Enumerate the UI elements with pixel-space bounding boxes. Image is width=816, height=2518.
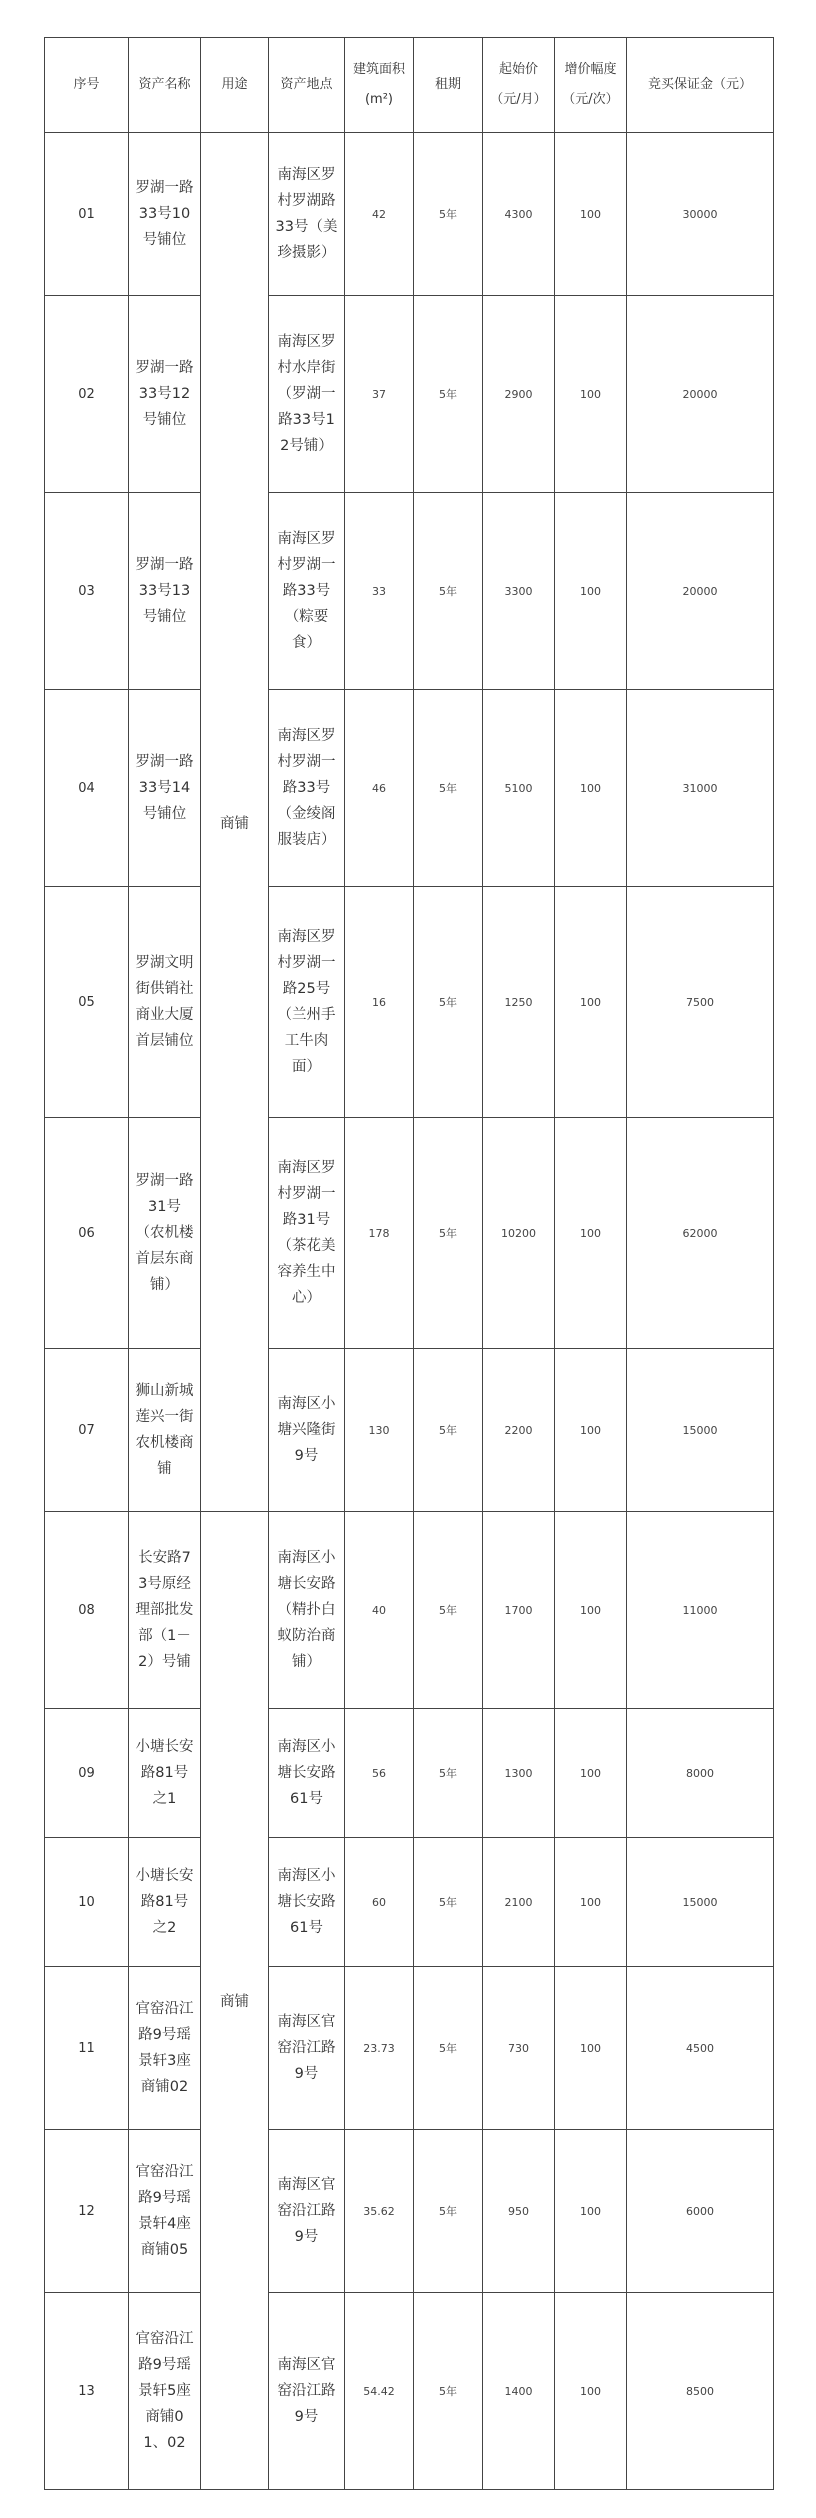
- asset-name: 小塘长安路81号之2: [129, 1838, 201, 1967]
- row-seq: 09: [45, 1709, 129, 1838]
- table-row: [45, 1118, 774, 1349]
- starting-price: 2200: [483, 1349, 555, 1512]
- table-row: [45, 2293, 774, 2490]
- lease-term: 5年: [414, 1709, 483, 1838]
- row-seq: 01: [45, 133, 129, 296]
- asset-area: 16: [345, 887, 414, 1118]
- table-row: [45, 493, 774, 690]
- bid-deposit: 11000: [627, 1512, 774, 1709]
- asset-address: 南海区小塘兴隆街9号: [269, 1349, 345, 1512]
- bid-deposit: 15000: [627, 1838, 774, 1967]
- table-row: [45, 2130, 774, 2293]
- asset-address: 南海区小塘长安路61号: [269, 1838, 345, 1967]
- asset-area: 42: [345, 133, 414, 296]
- header-step: 增价幅度（元/次）: [555, 38, 627, 133]
- asset-area: 60: [345, 1838, 414, 1967]
- starting-price: 10200: [483, 1118, 555, 1349]
- price-increment: 100: [555, 1709, 627, 1838]
- row-seq: 03: [45, 493, 129, 690]
- asset-name: 罗湖一路33号10号铺位: [129, 133, 201, 296]
- asset-address: 南海区罗村罗湖路33号（美珍摄影）: [269, 133, 345, 296]
- starting-price: 4300: [483, 133, 555, 296]
- asset-address: 南海区罗村罗湖一路31号（茶花美容养生中心）: [269, 1118, 345, 1349]
- bid-deposit: 62000: [627, 1118, 774, 1349]
- bid-deposit: 15000: [627, 1349, 774, 1512]
- row-seq: 05: [45, 887, 129, 1118]
- price-increment: 100: [555, 2130, 627, 2293]
- row-seq: 02: [45, 296, 129, 493]
- header-price: 起始价（元/月）: [483, 38, 555, 133]
- asset-name: 官窑沿江路9号瑶景轩5座商铺01、02: [129, 2293, 201, 2490]
- asset-address: 南海区罗村罗湖一路33号（粽要食）: [269, 493, 345, 690]
- price-increment: 100: [555, 1967, 627, 2130]
- row-seq: 06: [45, 1118, 129, 1349]
- lease-term: 5年: [414, 493, 483, 690]
- lease-term: 5年: [414, 296, 483, 493]
- asset-address: 南海区罗村罗湖一路25号（兰州手工牛肉面）: [269, 887, 345, 1118]
- bid-deposit: 20000: [627, 296, 774, 493]
- asset-area: 33: [345, 493, 414, 690]
- lease-term: 5年: [414, 1349, 483, 1512]
- starting-price: 1300: [483, 1709, 555, 1838]
- asset-address: 南海区官窑沿江路9号: [269, 2130, 345, 2293]
- starting-price: 1400: [483, 2293, 555, 2490]
- asset-area: 37: [345, 296, 414, 493]
- header-area: 建筑面积(m²): [345, 38, 414, 133]
- starting-price: 1250: [483, 887, 555, 1118]
- lease-term: 5年: [414, 1967, 483, 2130]
- table-row: [45, 690, 774, 887]
- asset-use: 商铺: [201, 1512, 269, 2490]
- asset-name: 罗湖一路31号（农机楼首层东商铺）: [129, 1118, 201, 1349]
- price-increment: 100: [555, 296, 627, 493]
- asset-area: 40: [345, 1512, 414, 1709]
- bid-deposit: 8500: [627, 2293, 774, 2490]
- asset-name: 罗湖一路33号12号铺位: [129, 296, 201, 493]
- asset-address: 南海区罗村水岸街（罗湖一路33号12号铺）: [269, 296, 345, 493]
- price-increment: 100: [555, 1349, 627, 1512]
- table-row: [45, 296, 774, 493]
- asset-address: 南海区小塘长安路（精扑白蚁防治商铺）: [269, 1512, 345, 1709]
- price-increment: 100: [555, 690, 627, 887]
- asset-lease-table: [44, 37, 774, 2490]
- asset-name: 官窑沿江路9号瑶景轩4座商铺05: [129, 2130, 201, 2293]
- asset-name: 罗湖文明街供销社商业大厦首层铺位: [129, 887, 201, 1118]
- asset-area: 56: [345, 1709, 414, 1838]
- lease-term: 5年: [414, 2293, 483, 2490]
- table-row: [45, 1967, 774, 2130]
- starting-price: 1700: [483, 1512, 555, 1709]
- lease-term: 5年: [414, 2130, 483, 2293]
- asset-area: 178: [345, 1118, 414, 1349]
- asset-use: 商铺: [201, 133, 269, 1512]
- asset-area: 130: [345, 1349, 414, 1512]
- starting-price: 730: [483, 1967, 555, 2130]
- price-increment: 100: [555, 1838, 627, 1967]
- row-seq: 11: [45, 1967, 129, 2130]
- header-seq: 序号: [45, 38, 129, 133]
- header-address: 资产地点: [269, 38, 345, 133]
- header-row: [45, 38, 774, 133]
- table-row: [45, 133, 774, 296]
- bid-deposit: 20000: [627, 493, 774, 690]
- header-deposit: 竞买保证金（元）: [627, 38, 774, 133]
- header-name: 资产名称: [129, 38, 201, 133]
- asset-area: 35.62: [345, 2130, 414, 2293]
- row-seq: 13: [45, 2293, 129, 2490]
- lease-term: 5年: [414, 1838, 483, 1967]
- asset-name: 官窑沿江路9号瑶景轩3座商铺02: [129, 1967, 201, 2130]
- bid-deposit: 4500: [627, 1967, 774, 2130]
- asset-address: 南海区罗村罗湖一路33号（金绫阁服装店）: [269, 690, 345, 887]
- bid-deposit: 31000: [627, 690, 774, 887]
- starting-price: 2900: [483, 296, 555, 493]
- asset-address: 南海区小塘长安路61号: [269, 1709, 345, 1838]
- asset-name: 罗湖一路33号14号铺位: [129, 690, 201, 887]
- lease-term: 5年: [414, 690, 483, 887]
- lease-term: 5年: [414, 1118, 483, 1349]
- price-increment: 100: [555, 133, 627, 296]
- starting-price: 3300: [483, 493, 555, 690]
- table-row: [45, 887, 774, 1118]
- bid-deposit: 30000: [627, 133, 774, 296]
- table-row: [45, 1349, 774, 1512]
- price-increment: 100: [555, 1118, 627, 1349]
- table-row: [45, 1709, 774, 1838]
- price-increment: 100: [555, 887, 627, 1118]
- starting-price: 950: [483, 2130, 555, 2293]
- table-row: [45, 1512, 774, 1709]
- lease-term: 5年: [414, 887, 483, 1118]
- bid-deposit: 7500: [627, 887, 774, 1118]
- lease-term: 5年: [414, 133, 483, 296]
- asset-name: 罗湖一路33号13号铺位: [129, 493, 201, 690]
- header-use: 用途: [201, 38, 269, 133]
- row-seq: 12: [45, 2130, 129, 2293]
- header-term: 租期: [414, 38, 483, 133]
- row-seq: 07: [45, 1349, 129, 1512]
- row-seq: 10: [45, 1838, 129, 1967]
- table-row: [45, 1838, 774, 1967]
- asset-name: 小塘长安路81号之1: [129, 1709, 201, 1838]
- starting-price: 2100: [483, 1838, 555, 1967]
- bid-deposit: 6000: [627, 2130, 774, 2293]
- lease-term: 5年: [414, 1512, 483, 1709]
- asset-address: 南海区官窑沿江路9号: [269, 2293, 345, 2490]
- asset-area: 46: [345, 690, 414, 887]
- asset-address: 南海区官窑沿江路9号: [269, 1967, 345, 2130]
- asset-area: 54.42: [345, 2293, 414, 2490]
- asset-name: 长安路73号原经理部批发部（1－2）号铺: [129, 1512, 201, 1709]
- asset-name: 狮山新城莲兴一街农机楼商铺: [129, 1349, 201, 1512]
- price-increment: 100: [555, 493, 627, 690]
- starting-price: 5100: [483, 690, 555, 887]
- price-increment: 100: [555, 1512, 627, 1709]
- row-seq: 04: [45, 690, 129, 887]
- row-seq: 08: [45, 1512, 129, 1709]
- asset-area: 23.73: [345, 1967, 414, 2130]
- price-increment: 100: [555, 2293, 627, 2490]
- bid-deposit: 8000: [627, 1709, 774, 1838]
